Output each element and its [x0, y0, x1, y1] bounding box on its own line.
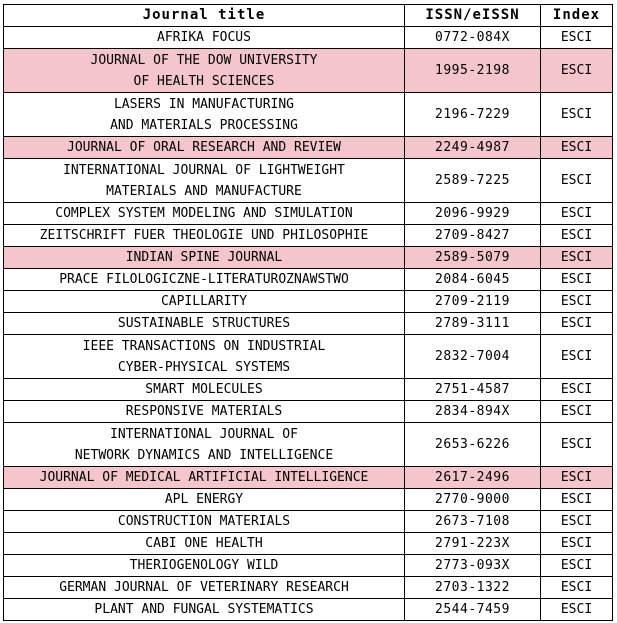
index-cell: ESCI — [541, 335, 613, 379]
index-cell: ESCI — [541, 379, 613, 401]
index-cell: ESCI — [541, 93, 613, 137]
table-row — [4, 159, 613, 203]
issn-cell: 1995-2198 — [405, 49, 541, 93]
issn-cell: 2834-894X — [405, 401, 541, 423]
journal-title-line: INTERNATIONAL JOURNAL OF — [110, 426, 298, 442]
index-cell: ESCI — [541, 137, 613, 159]
issn-cell: 2084-6045 — [405, 269, 541, 291]
journal-title-line: PLANT AND FUNGAL SYSTEMATICS — [94, 602, 314, 617]
table-row — [4, 137, 613, 159]
issn-cell: 2196-7229 — [405, 93, 541, 137]
index-cell: ESCI — [541, 533, 613, 555]
journal-title-line: ZEITSCHRIFT FUER THEOLOGIE UND PHILOSOPHIE — [39, 228, 369, 243]
issn-cell: 2589-5079 — [405, 247, 541, 269]
journal-title-line: AFRIKA FOCUS — [157, 30, 251, 45]
journal-title-line: CYBER-PHYSICAL SYSTEMS — [117, 359, 291, 375]
journal-title-cell — [4, 225, 405, 247]
journal-title-line: THERIOGENOLOGY WILD — [129, 558, 279, 573]
table-header — [4, 5, 613, 27]
journal-title-line: IEEE TRANSACTIONS ON INDUSTRIAL — [82, 338, 326, 354]
journal-title-cell — [4, 313, 405, 335]
journal-title-cell — [4, 335, 405, 379]
journal-title-cell — [4, 599, 405, 621]
index-cell: ESCI — [541, 401, 613, 423]
table-row — [4, 291, 613, 313]
index-cell: ESCI — [541, 313, 613, 335]
issn-cell: 2617-2496 — [405, 467, 541, 489]
table-row — [4, 269, 613, 291]
journal-title-cell — [4, 203, 405, 225]
journal-title-cell — [4, 489, 405, 511]
table-row — [4, 401, 613, 423]
journal-title-line: JOURNAL OF ORAL RESEARCH AND REVIEW — [67, 140, 341, 155]
table-row — [4, 225, 613, 247]
index-cell: ESCI — [541, 489, 613, 511]
journal-title-cell — [4, 511, 405, 533]
journal-title-line: GERMAN JOURNAL OF VETERINARY RESEARCH — [59, 580, 349, 595]
table-body — [4, 27, 613, 621]
table-row — [4, 423, 613, 467]
table-row — [4, 533, 613, 555]
table-row — [4, 203, 613, 225]
column-header-title: Journal title — [4, 5, 405, 27]
journal-title-line: AND MATERIALS PROCESSING — [110, 117, 298, 133]
table-row — [4, 335, 613, 379]
index-cell: ESCI — [541, 247, 613, 269]
journal-title-line: SMART MOLECULES — [145, 382, 263, 397]
issn-cell: 2673-7108 — [405, 511, 541, 533]
journal-title-line: COMPLEX SYSTEM MODELING AND SIMULATION — [55, 206, 353, 221]
journal-title-cell — [4, 533, 405, 555]
issn-cell: 2751-4587 — [405, 379, 541, 401]
index-cell: ESCI — [541, 269, 613, 291]
journal-title-cell — [4, 247, 405, 269]
issn-cell: 2249-4987 — [405, 137, 541, 159]
index-cell: ESCI — [541, 467, 613, 489]
index-cell: ESCI — [541, 27, 613, 49]
journal-title-cell — [4, 159, 405, 203]
journal-title-cell — [4, 401, 405, 423]
journal-title-line: JOURNAL OF THE DOW UNIVERSITY — [90, 52, 318, 68]
index-cell: ESCI — [541, 511, 613, 533]
issn-cell: 2096-9929 — [405, 203, 541, 225]
journal-title-line: APL ENERGY — [164, 492, 244, 507]
index-cell: ESCI — [541, 291, 613, 313]
column-header-issn: ISSN/eISSN — [405, 5, 541, 27]
table-row — [4, 379, 613, 401]
issn-cell: 2773-093X — [405, 555, 541, 577]
journal-title-cell — [4, 93, 405, 137]
journal-title-cell — [4, 269, 405, 291]
journal-title-line: LASERS IN MANUFACTURING — [113, 96, 294, 112]
journal-title-line: CONSTRUCTION MATERIALS — [117, 514, 291, 529]
journal-title-line: OF HEALTH SCIENCES — [133, 73, 275, 89]
issn-cell: 2789-3111 — [405, 313, 541, 335]
journal-title-line: CABI ONE HEALTH — [145, 536, 263, 551]
table-row — [4, 511, 613, 533]
journal-title-cell — [4, 379, 405, 401]
journal-title-line: NETWORK DYNAMICS AND INTELLIGENCE — [74, 447, 334, 463]
index-cell: ESCI — [541, 555, 613, 577]
index-cell: ESCI — [541, 159, 613, 203]
journal-title-line: PRACE FILOLOGICZNE-LITERATUROZNAWSTWO — [59, 272, 349, 287]
journal-title-line: CAPILLARITY — [160, 294, 248, 309]
journal-title-cell — [4, 137, 405, 159]
table-row — [4, 599, 613, 621]
issn-cell: 2653-6226 — [405, 423, 541, 467]
journal-title-cell — [4, 423, 405, 467]
index-cell: ESCI — [541, 49, 613, 93]
index-cell: ESCI — [541, 577, 613, 599]
journal-title-cell — [4, 577, 405, 599]
journal-title-cell — [4, 27, 405, 49]
issn-cell: 2544-7459 — [405, 599, 541, 621]
issn-cell: 2709-2119 — [405, 291, 541, 313]
table-row — [4, 467, 613, 489]
table-row — [4, 577, 613, 599]
journal-title-line: SUSTAINABLE STRUCTURES — [117, 316, 291, 331]
issn-cell: 2832-7004 — [405, 335, 541, 379]
column-header-index: Index — [541, 5, 613, 27]
table-row — [4, 313, 613, 335]
journal-title-cell — [4, 555, 405, 577]
index-cell: ESCI — [541, 225, 613, 247]
issn-cell: 2770-9000 — [405, 489, 541, 511]
table-row — [4, 49, 613, 93]
journal-title-cell — [4, 291, 405, 313]
index-cell: ESCI — [541, 599, 613, 621]
journal-title-cell — [4, 49, 405, 93]
issn-cell: 0772-084X — [405, 27, 541, 49]
journal-title-line: INTERNATIONAL JOURNAL OF LIGHTWEIGHT — [63, 162, 345, 178]
header-row — [4, 5, 613, 27]
issn-cell: 2589-7225 — [405, 159, 541, 203]
issn-cell: 2709-8427 — [405, 225, 541, 247]
table-row — [4, 489, 613, 511]
journal-title-line: INDIAN SPINE JOURNAL — [125, 250, 283, 265]
journal-title-cell — [4, 467, 405, 489]
journal-title-line: RESPONSIVE MATERIALS — [125, 404, 283, 419]
index-cell: ESCI — [541, 203, 613, 225]
journal-table — [3, 4, 613, 621]
table-row — [4, 555, 613, 577]
index-cell: ESCI — [541, 423, 613, 467]
issn-cell: 2703-1322 — [405, 577, 541, 599]
table-row — [4, 247, 613, 269]
table-row — [4, 27, 613, 49]
journal-title-line: JOURNAL OF MEDICAL ARTIFICIAL INTELLIGENCE — [39, 470, 369, 485]
table-row — [4, 93, 613, 137]
issn-cell: 2791-223X — [405, 533, 541, 555]
journal-title-line: MATERIALS AND MANUFACTURE — [106, 183, 302, 199]
